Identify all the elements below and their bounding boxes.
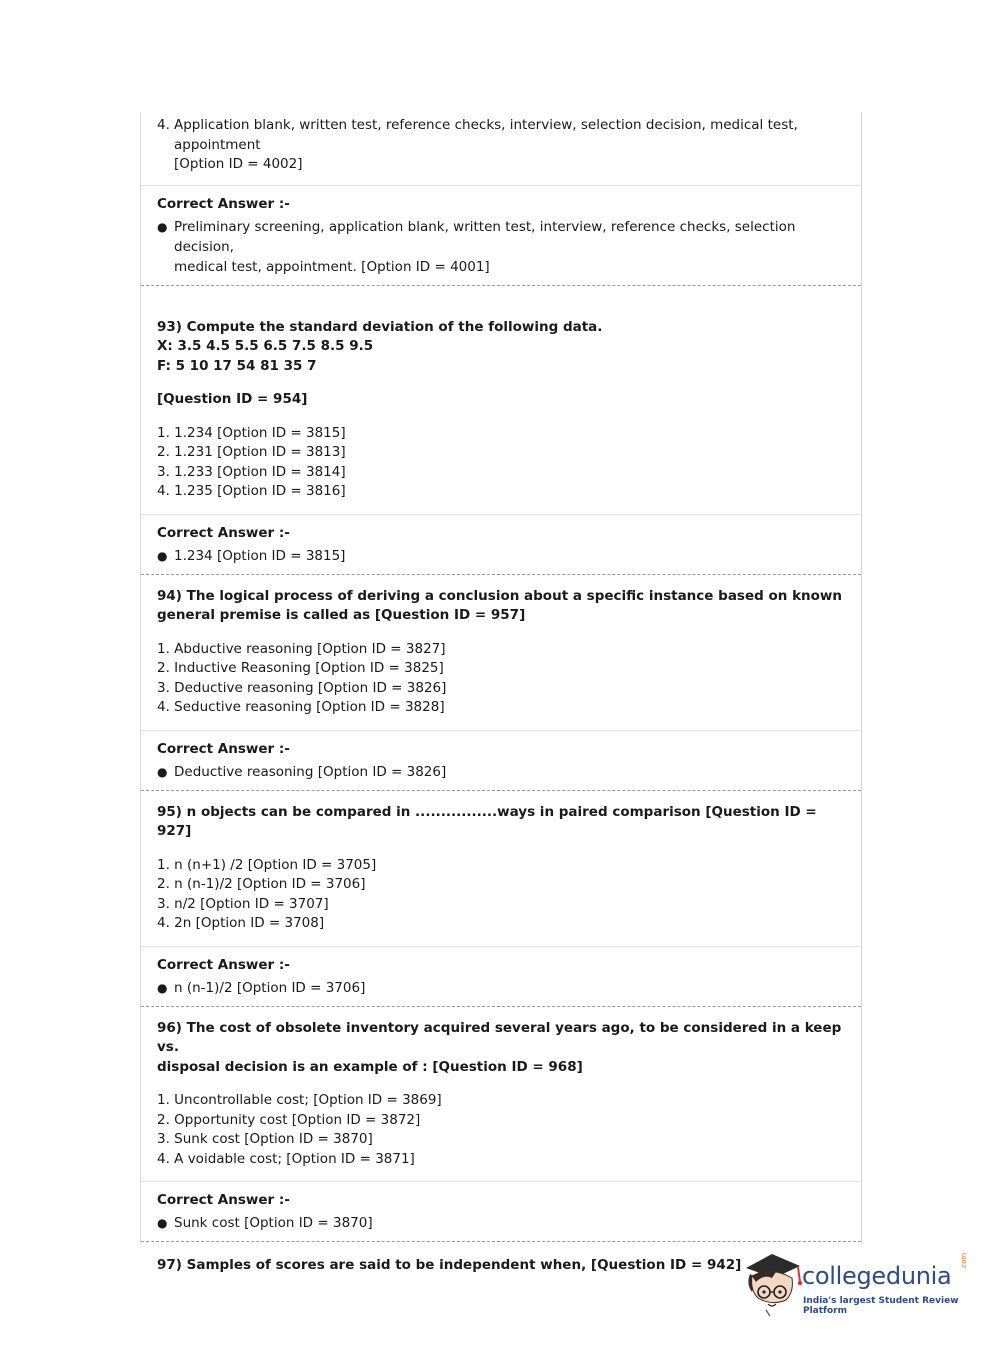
question-title: 95) n objects can be compared in ................ways in paired comparison [Question ID = 927] (157, 803, 817, 839)
option-id: [Option ID = 4002] (174, 156, 303, 172)
answer-item (157, 546, 845, 566)
question-96 (141, 1007, 861, 1183)
logo-tagline: India's largest Student Review Platform (803, 1296, 959, 1316)
answer-item (157, 978, 845, 998)
q94-correct-answer (141, 731, 861, 791)
option-3: 3. 1.233 [Option ID = 3814] (157, 463, 346, 480)
option-list (157, 424, 845, 502)
question-93 (141, 286, 861, 515)
option-text: Application blank, written test, reference checks, interview, selection decision, medical test, appointment (174, 117, 798, 153)
question-title-cont: disposal decision is an example of : [Question ID = 968] (157, 1058, 583, 1075)
option-3: 3. Sunk cost [Option ID = 3870] (157, 1131, 373, 1147)
option-list (157, 1091, 845, 1169)
option-2: 2. n (n-1)/2 [Option ID = 3706] (157, 876, 366, 892)
logo-wordmark: collegedunia (802, 1262, 952, 1290)
question-title: 97) Samples of scores are said to be independent when, [Question ID = 942] (157, 1257, 742, 1273)
bullet-icon: ● (157, 548, 168, 563)
prev-option-4 (157, 116, 845, 175)
question-id: [Question ID = 954] (157, 391, 308, 407)
mascot-icon (742, 1248, 806, 1320)
option-2: 2. Inductive Reasoning [Option ID = 3825] (157, 660, 444, 676)
correct-answer-heading: Correct Answer :- (157, 1192, 290, 1208)
collegedunia-logo (742, 1248, 972, 1320)
q96-correct-answer (141, 1182, 861, 1242)
option-number: 4. (157, 117, 170, 133)
option-1: 1. n (n+1) /2 [Option ID = 3705] (157, 856, 377, 873)
logo-domain: .com (960, 1252, 968, 1270)
answer-item (157, 217, 845, 277)
question-95 (141, 791, 861, 947)
answer-text: Deductive reasoning [Option ID = 3826] (174, 763, 447, 780)
question-title: 96) The cost of obsolete inventory acquired several years ago, to be considered in a keep vs. (157, 1019, 842, 1055)
prev-question-options (141, 112, 861, 186)
option-list (157, 856, 845, 934)
option-4: 4. A voidable cost; [Option ID = 3871] (157, 1150, 415, 1167)
option-2: 2. 1.231 [Option ID = 3813] (157, 444, 346, 460)
correct-answer-heading: Correct Answer :- (157, 524, 290, 541)
answer-text: 1.234 [Option ID = 3815] (174, 547, 346, 564)
question-f-values: F: 5 10 17 54 81 35 7 (157, 357, 317, 374)
option-2: 2. Opportunity cost [Option ID = 3872] (157, 1111, 421, 1128)
option-1: 1. Abductive reasoning [Option ID = 3827] (157, 640, 446, 657)
bullet-icon: ● (157, 219, 168, 234)
correct-answer-heading: Correct Answer :- (157, 740, 290, 757)
answer-item (157, 1213, 845, 1233)
option-3: 3. Deductive reasoning [Option ID = 3826] (157, 679, 447, 696)
bullet-icon: ● (157, 764, 168, 779)
option-1: 1. Uncontrollable cost; [Option ID = 3869] (157, 1092, 442, 1108)
option-4: 4. Seductive reasoning [Option ID = 3828] (157, 699, 445, 715)
option-4: 4. 2n [Option ID = 3708] (157, 915, 325, 931)
answer-text: Sunk cost [Option ID = 3870] (174, 1215, 373, 1231)
option-4: 4. 1.235 [Option ID = 3816] (157, 483, 346, 499)
answer-text: n (n-1)/2 [Option ID = 3706] (174, 979, 366, 996)
question-title-cont: general premise is called as [Question ID = 957] (157, 607, 526, 623)
correct-answer-heading: Correct Answer :- (157, 195, 290, 212)
correct-answer-heading: Correct Answer :- (157, 956, 290, 973)
option-1: 1. 1.234 [Option ID = 3815] (157, 424, 346, 441)
bullet-icon: ● (157, 980, 168, 995)
option-3: 3. n/2 [Option ID = 3707] (157, 895, 329, 912)
answer-text: Preliminary screening, application blank, written test, interview, reference checks, selection decision, (174, 218, 796, 255)
answer-item (157, 762, 845, 782)
answer-text-cont: medical test, appointment. [Option ID = 4001] (174, 258, 490, 275)
question-title: 93) Compute the standard deviation of the following data. (157, 318, 603, 335)
question-94 (141, 575, 861, 731)
question-x-values: X: 3.5 4.5 5.5 6.5 7.5 8.5 9.5 (157, 338, 374, 354)
document-page (140, 112, 862, 1273)
prev-correct-answer (141, 186, 861, 286)
q93-correct-answer (141, 515, 861, 575)
q95-correct-answer (141, 947, 861, 1007)
question-title: 94) The logical process of deriving a conclusion about a specific instance based on known (157, 587, 843, 604)
option-list (157, 640, 845, 718)
bullet-icon: ● (157, 1216, 168, 1230)
